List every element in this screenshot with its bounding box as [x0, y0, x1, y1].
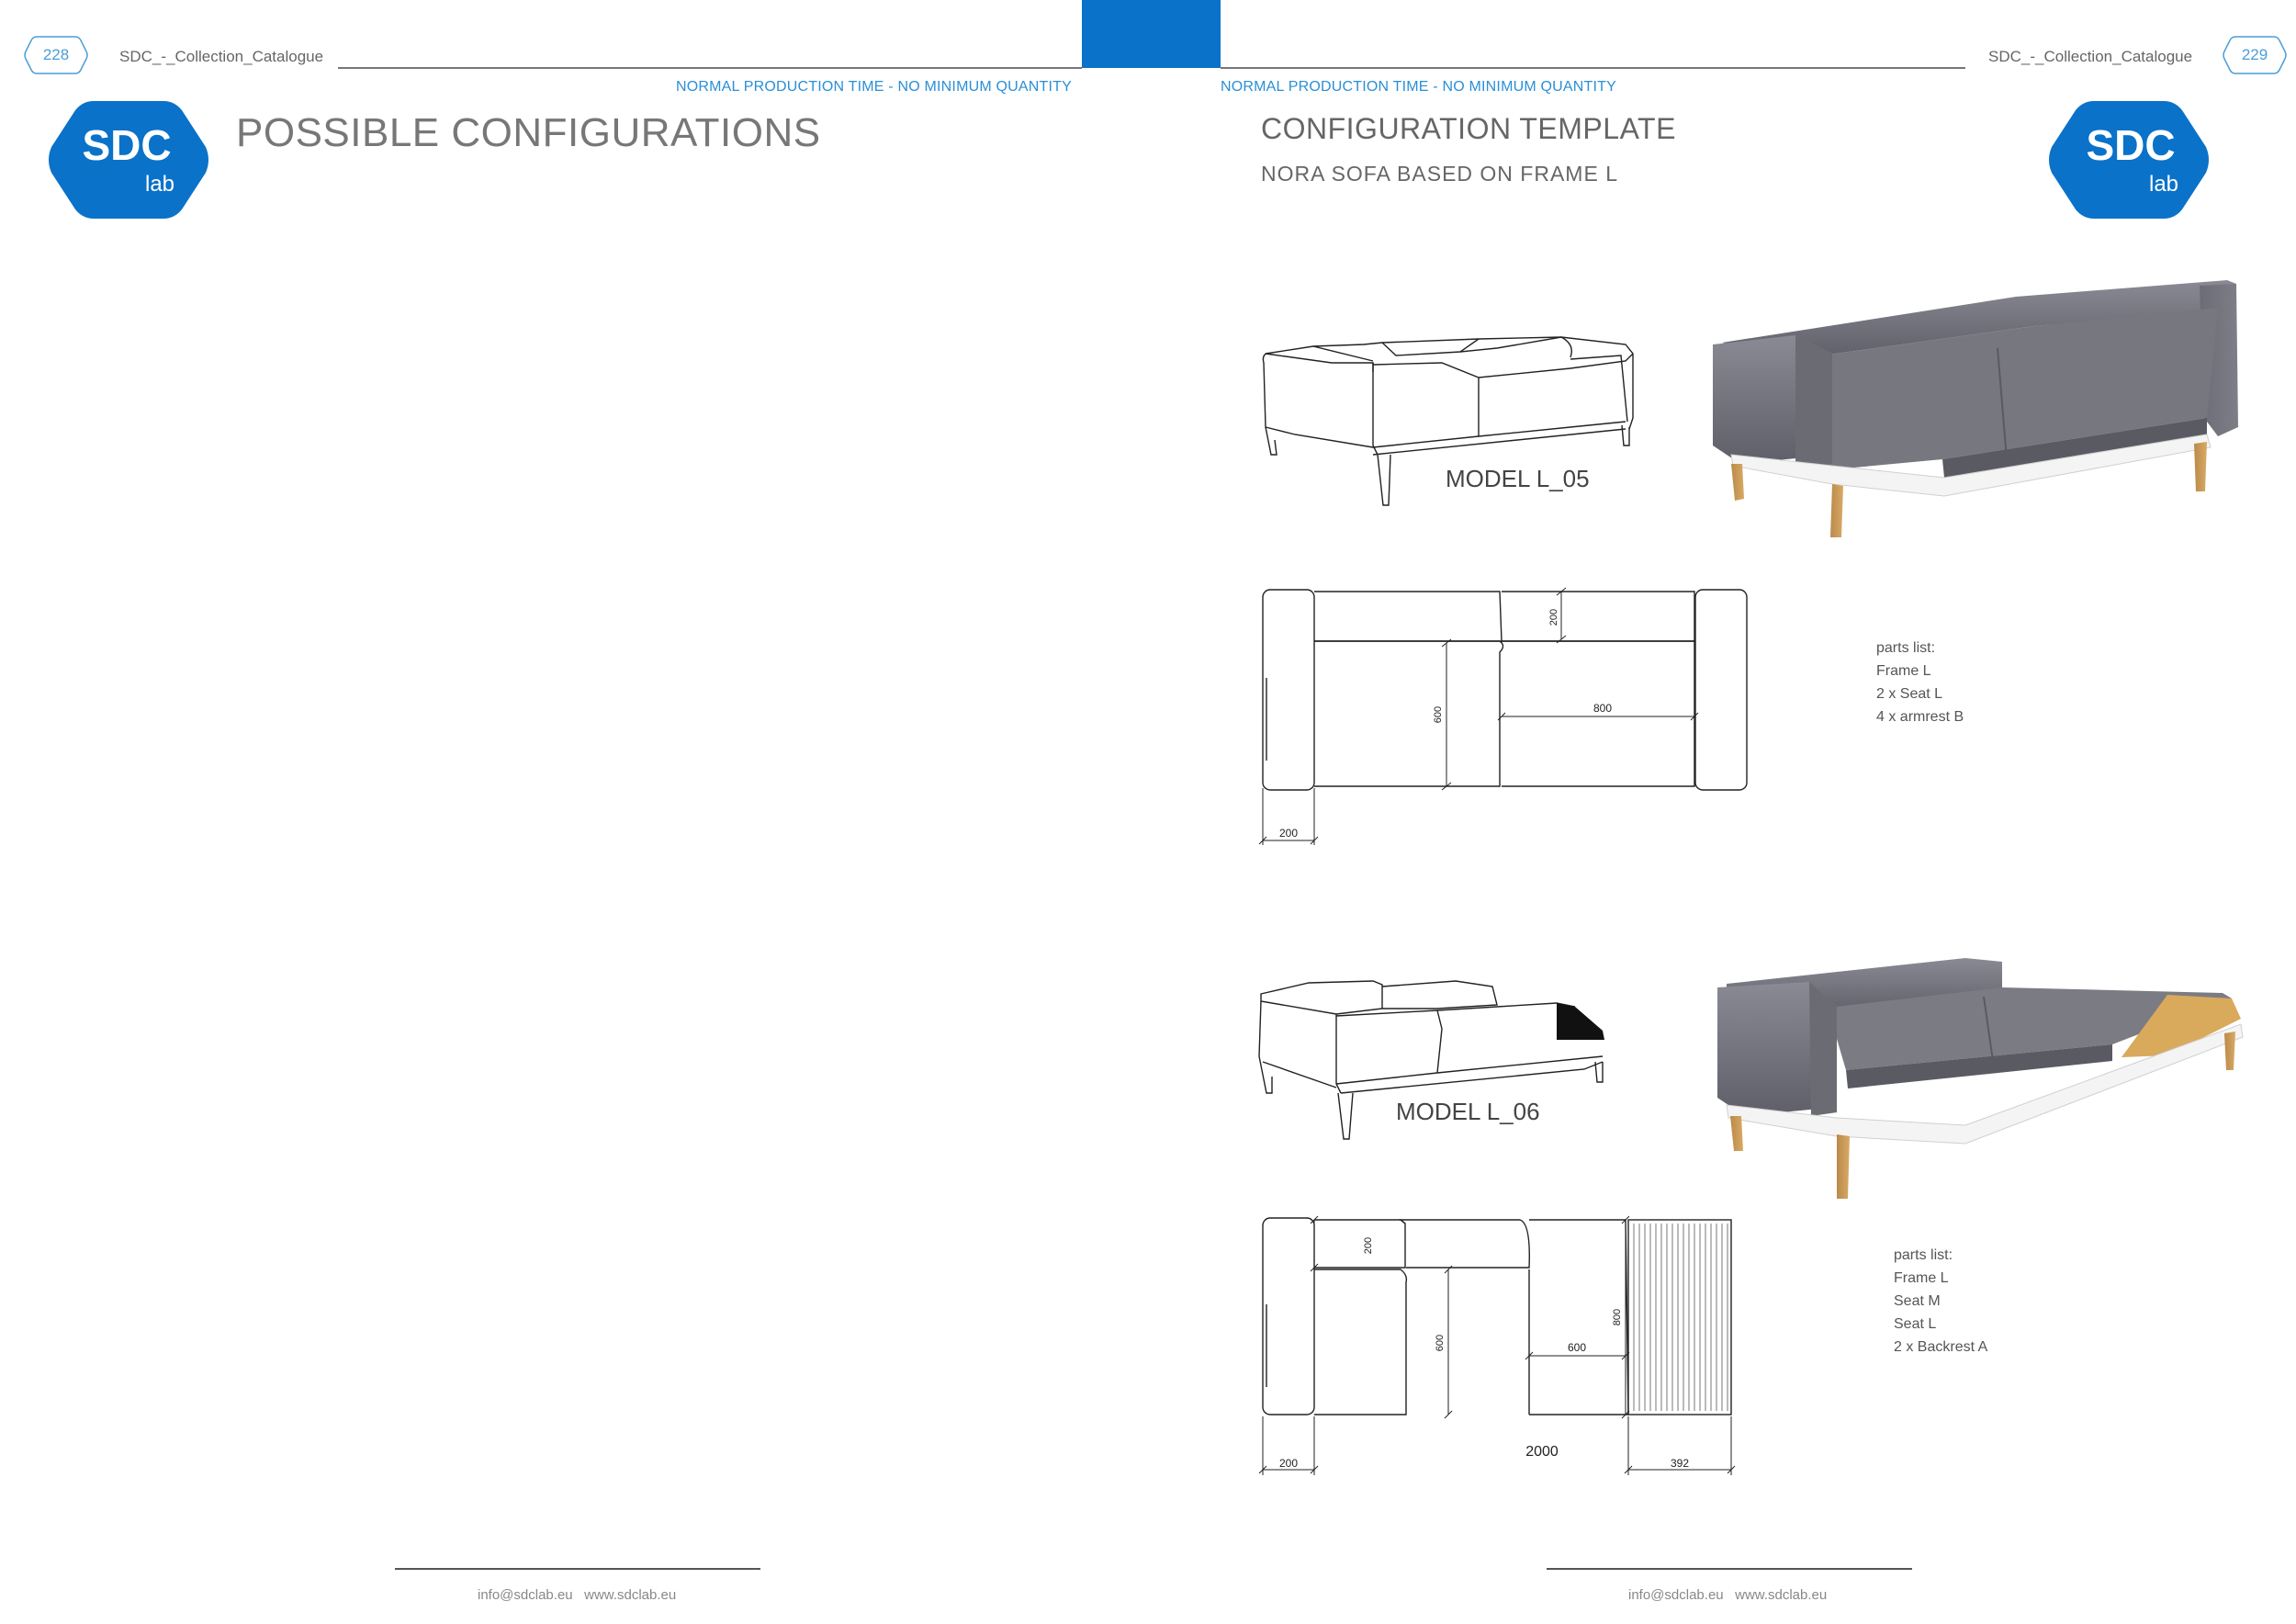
page-title-right: CONFIGURATION TEMPLATE: [1261, 112, 1676, 145]
model-l06-render: [1690, 942, 2259, 1217]
model-l05-label: MODEL L_05: [1446, 465, 1590, 492]
footer-email-left[interactable]: info@sdclab.eu: [478, 1587, 573, 1603]
footer-rule-left: [395, 1568, 760, 1570]
model-l05-parts-list: [1876, 637, 1964, 728]
page-number-badge-left: [24, 33, 88, 77]
model-l05-plan: [1254, 586, 1759, 862]
dim-label: 600: [1433, 705, 1444, 724]
header-rule-right: [1221, 67, 1965, 69]
footer-email-right[interactable]: info@sdclab.eu: [1628, 1587, 1724, 1603]
sdc-lab-logo-left: [46, 96, 211, 224]
svg-text:lab: lab: [2148, 172, 2179, 197]
model-l05-render: [1704, 271, 2259, 547]
model-l06-parts-list: [1894, 1244, 1987, 1359]
model-l06-label: MODEL L_06: [1396, 1098, 1540, 1125]
dim-label: 200: [1548, 608, 1559, 626]
footer-rule-right: [1547, 1568, 1912, 1570]
svg-text:lab: lab: [144, 172, 175, 197]
page-subtitle-right: NORA SOFA BASED ON FRAME L: [1261, 162, 1618, 186]
parts-list-item: 2 x Seat L: [1876, 686, 1943, 702]
production-banner-right: NORMAL PRODUCTION TIME - NO MINIMUM QUANTITY: [1221, 79, 1617, 95]
svg-text:SDC: SDC: [2086, 121, 2176, 169]
page-number-left: 228: [42, 46, 70, 63]
parts-list-item: Seat L: [1894, 1316, 1937, 1332]
parts-list-item: Seat M: [1894, 1293, 1941, 1309]
dim-label: 600: [1435, 1334, 1446, 1352]
dim-label: 200: [1363, 1236, 1374, 1255]
parts-list-title: parts list:: [1876, 640, 1936, 656]
page-number-badge-right: [2223, 33, 2287, 77]
doc-name-right: SDC_-_Collection_Catalogue: [1988, 48, 2193, 65]
dim-label: 800: [1612, 1308, 1623, 1326]
page-number-right: 229: [2241, 46, 2268, 63]
dim-label: 600: [1567, 1341, 1587, 1354]
dim-label: 200: [1278, 827, 1299, 840]
footer-web-right[interactable]: www.sdclab.eu: [1735, 1587, 1828, 1603]
footer-web-left[interactable]: www.sdclab.eu: [584, 1587, 677, 1603]
footer-contact-left: [478, 1587, 676, 1603]
header-rule-left: [338, 67, 1082, 69]
spine-tab: [1082, 0, 1221, 68]
sdc-lab-logo-right: [2046, 96, 2212, 224]
dim-label: 800: [1593, 702, 1613, 715]
dim-label: 200: [1278, 1457, 1299, 1470]
parts-list-item: Frame L: [1876, 663, 1931, 679]
parts-list-item: Frame L: [1894, 1270, 1949, 1286]
svg-text:SDC: SDC: [82, 121, 172, 169]
parts-list-title: parts list:: [1894, 1247, 1953, 1263]
production-banner-left: NORMAL PRODUCTION TIME - NO MINIMUM QUANTITY: [676, 79, 1073, 95]
dim-label: 392: [1670, 1457, 1690, 1470]
doc-name-left: SDC_-_Collection_Catalogue: [119, 48, 324, 65]
footer-contact-right: [1628, 1587, 1827, 1603]
parts-list-item: 2 x Backrest A: [1894, 1339, 1988, 1355]
page-title-left: POSSIBLE CONFIGURATIONS: [236, 110, 821, 155]
parts-list-item: 4 x armrest B: [1876, 709, 1964, 725]
model-l06-plan: [1254, 1212, 1777, 1488]
dim-label: 2000: [1525, 1444, 1559, 1460]
